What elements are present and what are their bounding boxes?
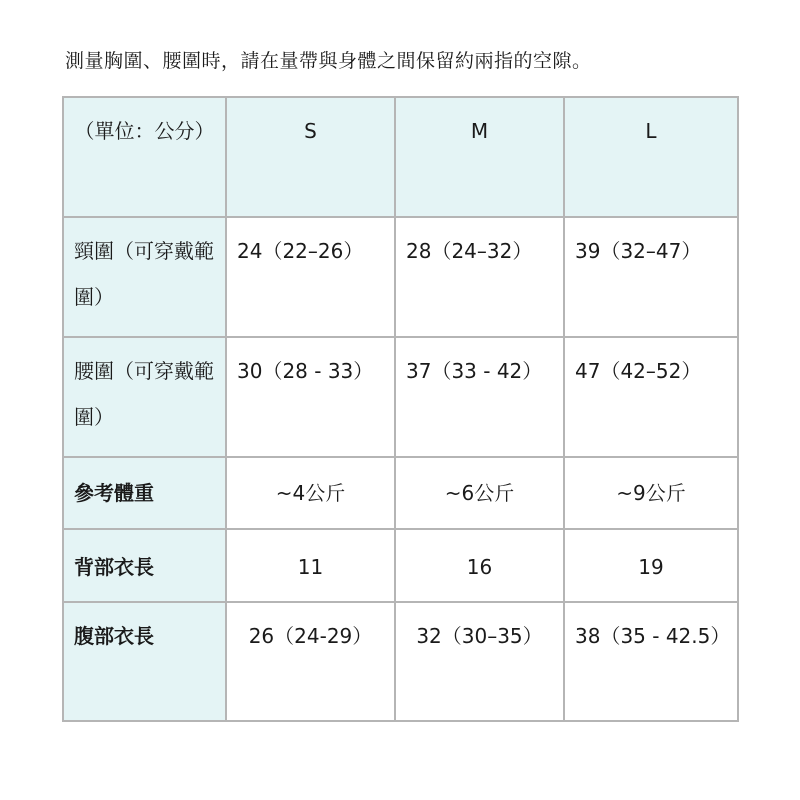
row-label-weight: 參考體重 — [63, 457, 226, 529]
row-label-belly-length: 腹部衣長 — [63, 602, 226, 721]
table-row — [63, 337, 738, 457]
waist-l: 47（42–52） — [564, 337, 738, 457]
neck-s: 24（22–26） — [226, 217, 395, 337]
waist-m: 37（33 - 42） — [395, 337, 564, 457]
waist-s: 30（28 - 33） — [226, 337, 395, 457]
weight-m: ~6公斤 — [395, 457, 564, 529]
table-row — [63, 529, 738, 602]
table-row — [63, 457, 738, 529]
size-header-l: L — [564, 97, 738, 217]
row-label-neck: 頸圍（可穿戴範圍） — [63, 217, 226, 337]
unit-label: （單位：公分） — [63, 97, 226, 217]
size-header-m: M — [395, 97, 564, 217]
size-header-s: S — [226, 97, 395, 217]
table-row — [63, 217, 738, 337]
weight-l: ~9公斤 — [564, 457, 738, 529]
back-length-s: 11 — [226, 529, 395, 602]
weight-s: ~4公斤 — [226, 457, 395, 529]
belly-length-m: 32（30–35） — [395, 602, 564, 721]
belly-length-s: 26（24-29） — [226, 602, 395, 721]
table-row — [63, 602, 738, 721]
table-header-row — [63, 97, 738, 217]
size-chart-table — [62, 96, 739, 722]
belly-length-l: 38（35 - 42.5） — [564, 602, 738, 721]
neck-m: 28（24–32） — [395, 217, 564, 337]
row-label-waist: 腰圍（可穿戴範圍） — [63, 337, 226, 457]
measurement-note: 測量胸圍、腰圍時，請在量帶與身體之間保留約兩指的空隙。 — [65, 50, 592, 72]
back-length-l: 19 — [564, 529, 738, 602]
neck-l: 39（32–47） — [564, 217, 738, 337]
back-length-m: 16 — [395, 529, 564, 602]
row-label-back-length: 背部衣長 — [63, 529, 226, 602]
